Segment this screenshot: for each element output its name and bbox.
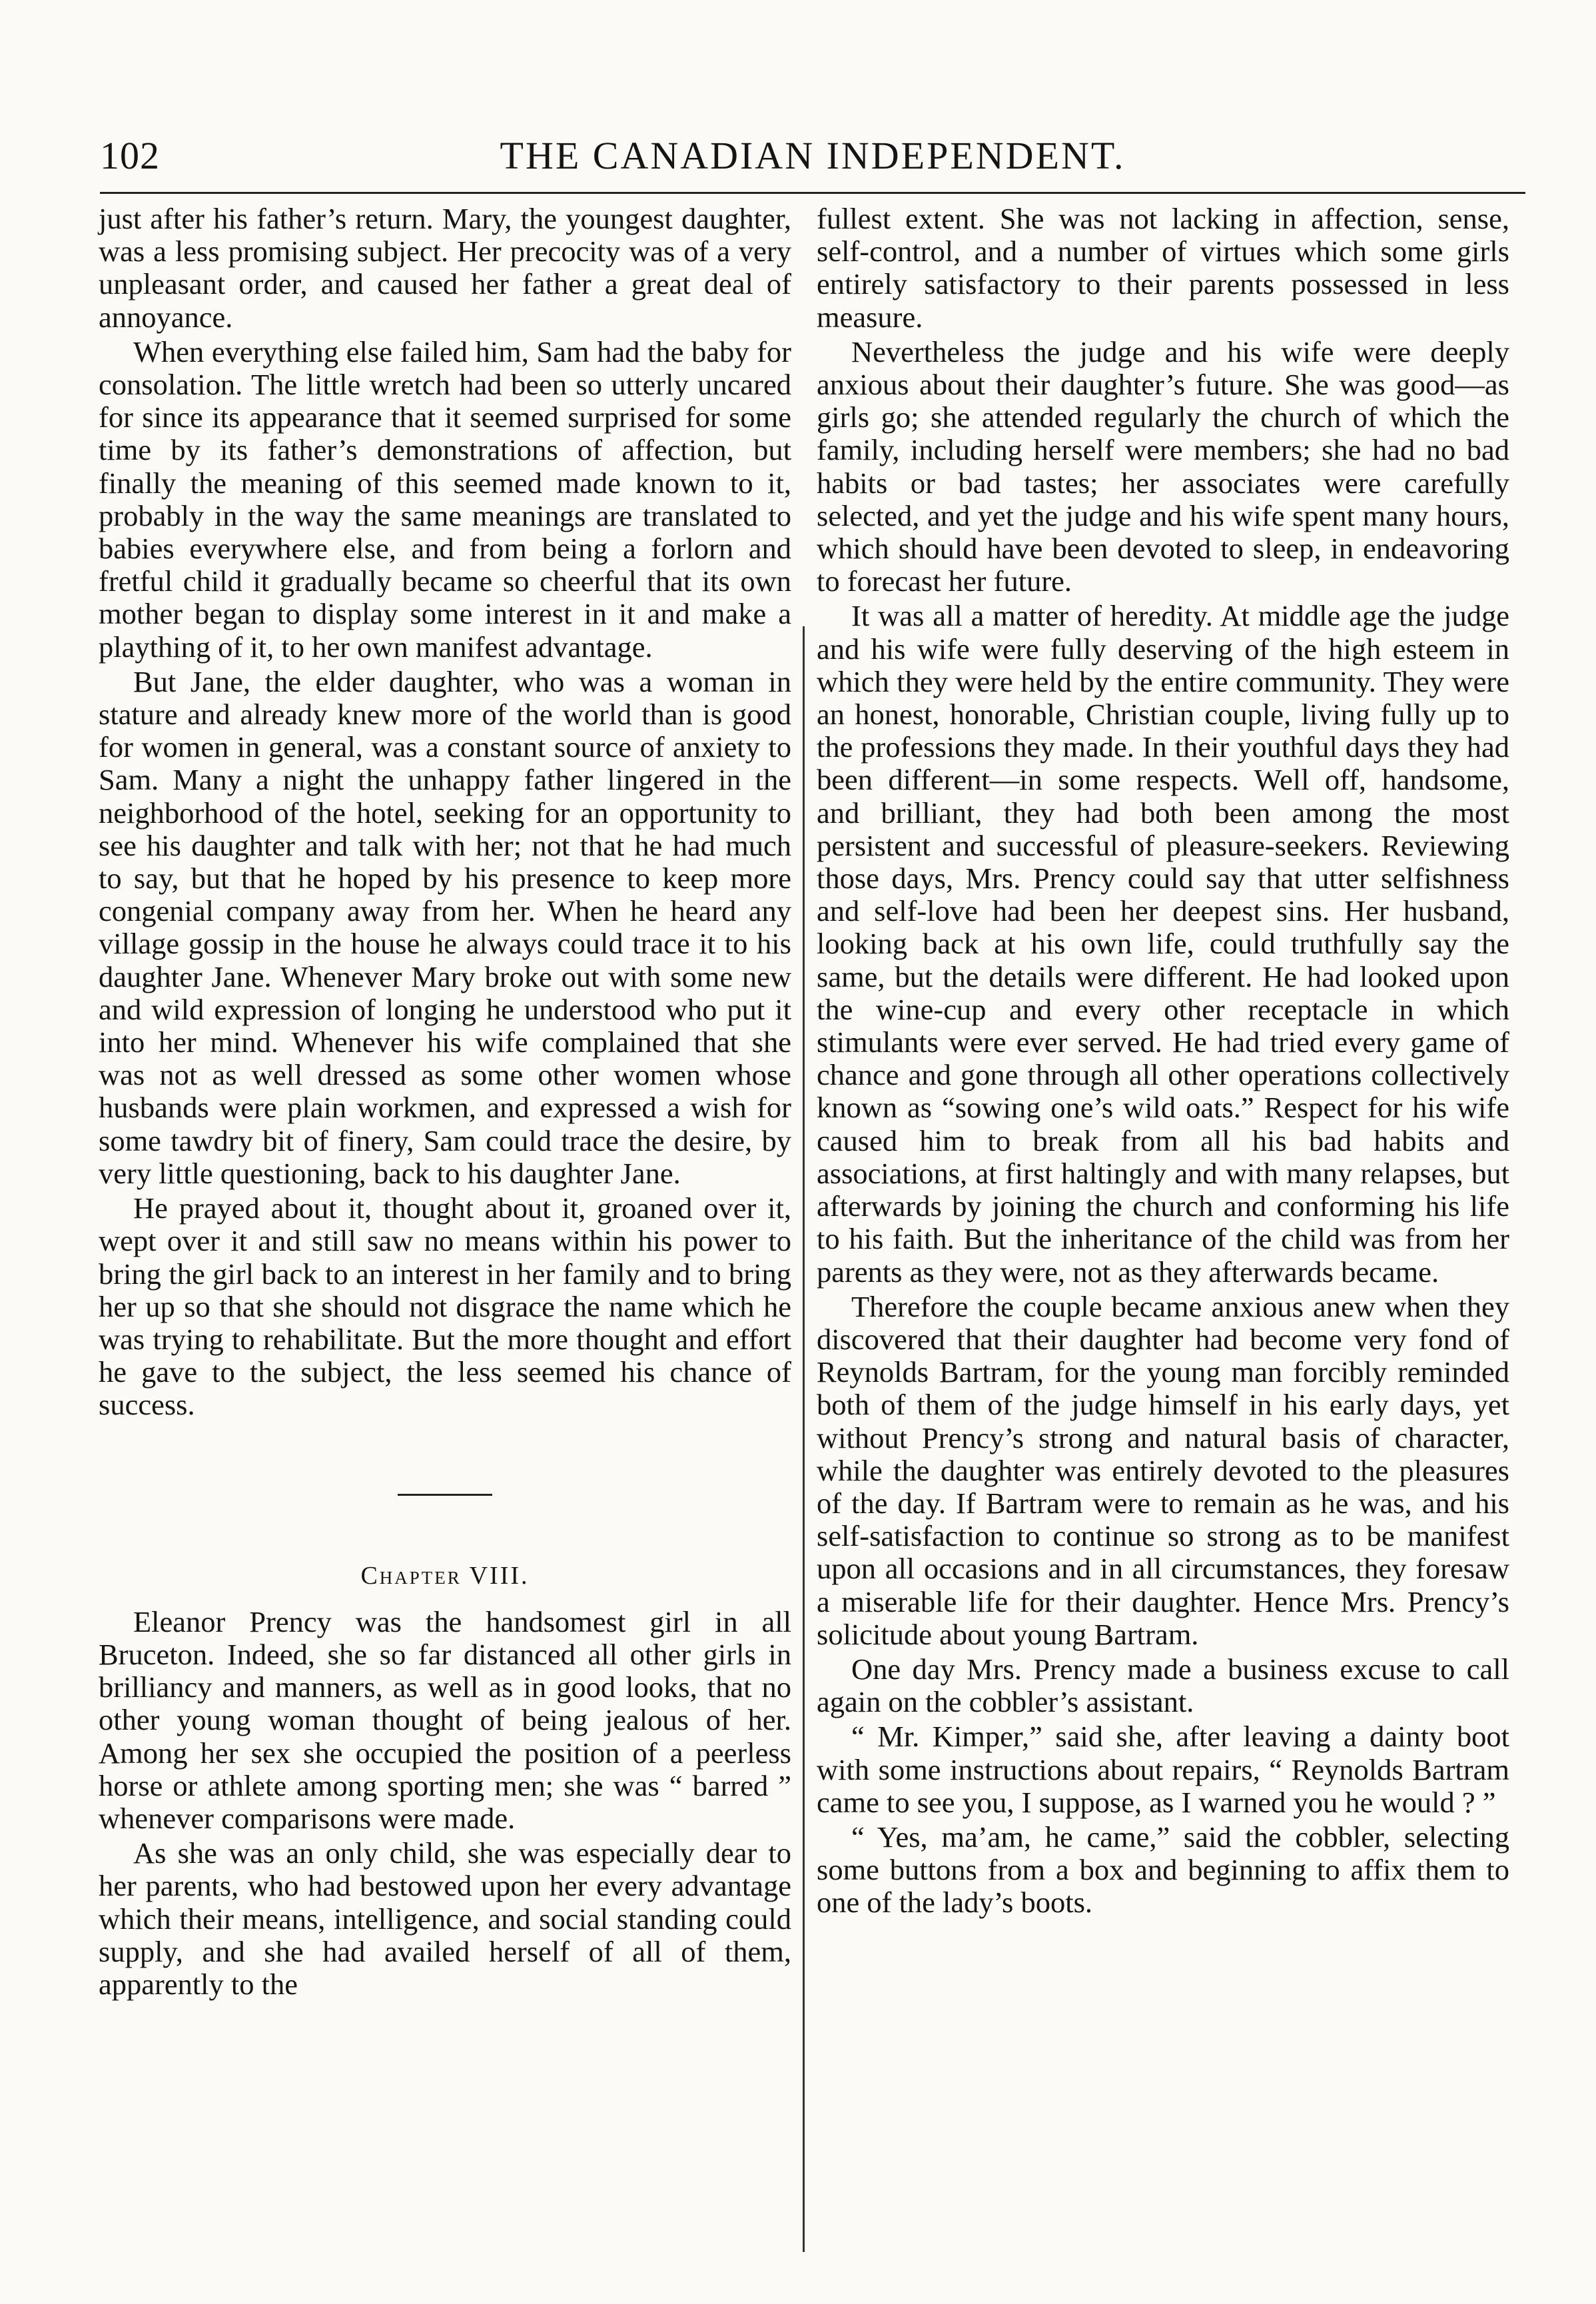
page-number: 102 — [100, 134, 160, 177]
running-title: THE CANADIAN INDEPENDENT. — [500, 134, 1126, 177]
chapter-heading: Chapter VIII. — [360, 1561, 530, 1590]
left-column — [99, 203, 791, 2003]
paragraph: Eleanor Prency was the handsomest girl in all Bruceton. Indeed, she so far distanced all other girls in brilliancy and manners, as well as in good looks, that no other young woman thought of being jealous of her. Among her sex she occupied the position of a peerless horse or athlete among sporting men; she was “ barred ” whenever comparisons were made. — [99, 1604, 791, 1835]
right-column — [817, 203, 1509, 1922]
paragraph: just after his father’s return. Mary, the youngest daughter, was a less promising subject. Her precocity was of a very unpleasant order, and caused her father a great deal of annoyance. — [99, 202, 791, 334]
header-rule — [100, 192, 1525, 194]
paragraph: fullest extent. She was not lacking in affection, sense, self-control, and a number of virtues which some girls entirely satisfactory to their parents possessed in less measure. — [817, 202, 1509, 334]
paragraph: One day Mrs. Prency made a business excuse to call again on the cobbler’s assistant. — [817, 1652, 1509, 1719]
paragraph: Nevertheless the judge and his wife were deeply anxious about their daughter’s future. She was good—as girls go; she attended regularly the church of which the family, including herself were members; she had no bad habits or bad tastes; her associates were carefully selected, and yet the judge and his wife spent many hours, which should have been devoted to sleep, in endeavoring to forecast her future. — [817, 334, 1509, 598]
paragraph: He prayed about it, thought about it, groaned over it, wept over it and still saw no means within his power to bring the girl back to an interest in her family and to bring her up so that she should not disgrace the name which he was trying to rehabilitate. But the more thought and effort he gave to the subject, the less seemed his chance of success. — [99, 1191, 791, 1422]
paragraph: It was all a matter of heredity. At middle age the judge and his wife were fully deserving of the high esteem in which they were held by the entire community. They were an honest, honorable, Christian couple, living fully up to the professions they made. In their youthful days they had been different—in some respects. Well off, handsome, and brilliant, they had both been among the most persistent and successful of pleasure-seekers. Reviewing those days, Mrs. Prency could say that utter selfishness and self-love had been her deepest sins. Her husband, looking back at his own life, could truthfully say the same, but the details were different. He had looked upon the wine-cup and every other receptacle in which stimulants were ever served. He had tried every game of chance and gone through all other operations collectively known as “sowing one’s wild oats.” Respect for his wife caused him to break from all his bad habits and associations, at first haltingly and with many relapses, but afterwards by joining the church and conforming his life to his faith. But the inheritance of the child was from her parents as they were, not as they afterwards became. — [817, 599, 1509, 1289]
paragraph: Therefore the couple became anxious anew when they discovered that their daughter had become very fond of Reynolds Bartram, for the young man forcibly reminded both of them of the judge himself in his early days, yet without Prency’s strong and natural basis of character, while the daughter was entirely devoted to the pleasures of the day. If Bartram were to remain as he was, and his self-satisfaction to continue so strong as to be manifest upon all occasions and in all circumstances, they foresaw a miserable life for their daughter. Hence Mrs. Prency’s solicitude about young Bartram. — [817, 1289, 1509, 1651]
column-divider — [803, 626, 805, 2252]
paragraph: “ Yes, ma’am, he came,” said the cobbler, selecting some buttons from a box and beginning to affix them to one of the lady’s boots. — [817, 1820, 1509, 1920]
paragraph: But Jane, the elder daughter, who was a woman in stature and already knew more of the world than is good for women in general, was a constant source of anxiety to Sam. Many a night the unhappy father lingered in the neighborhood of the hotel, seeking for an opportunity to see his daughter and talk with her; not that he had much to say, but that he hoped by his presence to keep more congenial company away from her. When he heard any village gossip in the house he always could trace it to his daughter Jane. Whenever Mary broke out with some new and wild expression of longing he understood who put it into her mind. Whenever his wife complained that she was not as well dressed as some other women whose husbands were plain workmen, and expressed a wish for some tawdry bit of finery, Sam could trace the desire, by very little questioning, back to his daughter Jane. — [99, 664, 791, 1190]
paragraph: When everything else failed him, Sam had the baby for consolation. The little wretch had been so utterly uncared for since its appearance that it seemed surprised for some time by its father’s demonstrations of affection, but finally the meaning of this seemed made known to it, probably in the way the same meanings are translated to babies everywhere else, and from being a forlorn and fretful child it gradually became so cheerful that its own mother began to display some interest in it and make a plaything of it, to her own manifest advantage. — [99, 334, 791, 664]
page-header — [100, 133, 1525, 187]
section-divider-rule — [398, 1494, 492, 1496]
paragraph: “ Mr. Kimper,” said she, after leaving a dainty boot with some instructions about repairs, “ Reynolds Bartram came to see you, I suppose, as I warned you he would ? ” — [817, 1720, 1509, 1819]
paragraph: As she was an only child, she was especially dear to her parents, who had bestowed upon her every advantage which their means, intelligence, and social standing could supply, and she had availed herself of all of them, apparently to the — [99, 1836, 791, 2001]
